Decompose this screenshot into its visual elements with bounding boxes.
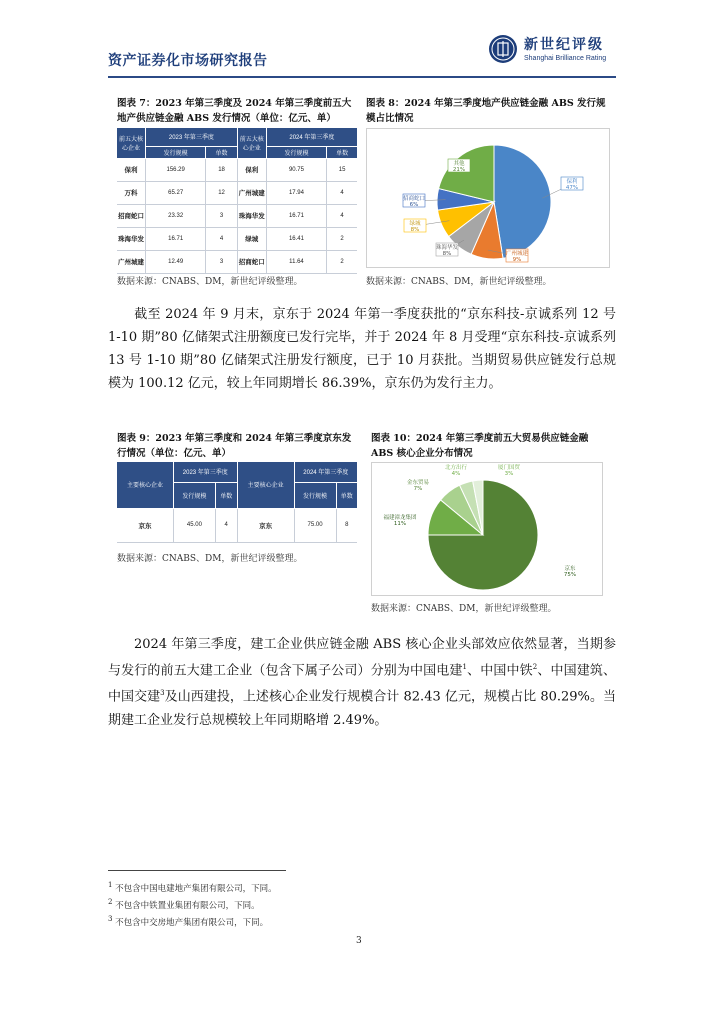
pie-label-value: 47% bbox=[565, 185, 579, 191]
cell-company: 珠海华发 bbox=[117, 227, 146, 250]
cell-scale: 65.27 bbox=[146, 181, 206, 204]
fig8-chart-box bbox=[366, 128, 610, 268]
pie-label-value: 4% bbox=[451, 471, 461, 477]
fig9-head-company: 主要核心企业 bbox=[117, 462, 174, 508]
fig9-head-2024: 2024 年第三季度 bbox=[294, 462, 357, 482]
cell-scale: 11.64 bbox=[266, 250, 326, 273]
fig9-caption: 图表 9：2023 年第三季度和 2024 年第三季度京东发行情况（单位：亿元、单） bbox=[117, 433, 352, 459]
pie-label-name: 京东 bbox=[564, 566, 576, 572]
footnote-text: 不包含中交房地产集团有限公司，下同。 bbox=[115, 917, 269, 928]
cell-scale: 23.32 bbox=[146, 204, 206, 227]
fig7-head-count: 单数 bbox=[206, 146, 237, 158]
fig7-head-scale: 发行规模 bbox=[146, 146, 206, 158]
paragraph-text: 、中国建筑、中国交建 bbox=[108, 663, 616, 705]
pie-label-name: 北方出行 bbox=[444, 465, 468, 471]
table-row bbox=[117, 250, 357, 273]
logo-chinese-name: 新世纪评级 bbox=[524, 37, 604, 53]
footnote-text: 不包含中国电建地产集团有限公司，下同。 bbox=[115, 883, 277, 894]
paragraph-text: 、中国中铁 bbox=[466, 663, 533, 679]
report-title: 资产证券化市场研究报告 bbox=[108, 53, 268, 69]
footnote-divider bbox=[108, 870, 286, 871]
pie-label-value: 6% bbox=[409, 202, 419, 208]
footnote-number: 3 bbox=[108, 915, 113, 923]
fig8-caption: 图表 8：2024 年第三季度地产供应链金融 ABS 发行规模占比情况 bbox=[366, 98, 606, 124]
fig10-caption: 图表 10：2024 年第三季度前五大贸易供应链金融 ABS 核心企业分布情况 bbox=[371, 433, 589, 459]
table-row bbox=[117, 181, 357, 204]
footnote-ref: 2 bbox=[532, 663, 538, 671]
fig7-head-2023: 2023 年第三季度 bbox=[146, 128, 238, 146]
cell-scale: 90.75 bbox=[266, 158, 326, 181]
cell-count: 4 bbox=[206, 227, 237, 250]
cell-count: 8 bbox=[336, 508, 357, 542]
pie-label-name: 招商蛇口 bbox=[402, 196, 426, 202]
table-row bbox=[117, 204, 357, 227]
footnote-text: 不包含中铁置业集团有限公司，下同。 bbox=[115, 900, 260, 911]
pie-label-name: 绿城 bbox=[409, 221, 421, 227]
fig7-head-company: 前五大核心企业 bbox=[117, 128, 146, 158]
fig9-head-company-2: 主要核心企业 bbox=[237, 462, 294, 508]
cell-company: 京东 bbox=[237, 508, 294, 542]
cell-count: 12 bbox=[206, 181, 237, 204]
pie-label-value: 8% bbox=[442, 251, 452, 257]
paragraph-text: 及山西建投，上述核心企业发行规模合计 82.43 亿元，规模占比 80.29%。当期建工企业发行总规模较上年同期略增 2.49%。 bbox=[108, 689, 616, 728]
table-row bbox=[117, 227, 357, 250]
fig7-head-company-2: 前五大核心企业 bbox=[237, 128, 266, 158]
footnote-ref: 1 bbox=[462, 663, 467, 671]
cell-count: 2 bbox=[327, 250, 357, 273]
pie-label-name: 珠海华发 bbox=[435, 245, 459, 251]
pie-label-value: 11% bbox=[393, 521, 407, 527]
paragraph-text: 截至 2024 年 9 月末，京东于 2024 年第一季度获批的“京东科技-京诚系列 12 号 1-10 期”80 亿储架式注册额度已发行完毕，并于 2024 年 8 月受理“京东科技-京诚系列 13 号 1-10 期”80 亿储架式注册发行额度，已于 10 月获批。当期贸易供应链发行总规模为 100.12 亿元，较上年同期增长 86.39%，京东仍为发行主力。 bbox=[108, 307, 616, 391]
pie-label-value: 21% bbox=[452, 167, 466, 173]
fig7-head-count-2: 单数 bbox=[327, 146, 357, 158]
fig7-source: 数据来源：CNABS、DM，新世纪评级整理。 bbox=[117, 277, 303, 287]
page-number: 3 bbox=[356, 936, 362, 946]
cell-count: 4 bbox=[215, 508, 237, 542]
fig9-head-scale-2: 发行规模 bbox=[294, 482, 336, 508]
cell-scale: 16.71 bbox=[146, 227, 206, 250]
cell-count: 3 bbox=[206, 250, 237, 273]
cell-scale: 16.71 bbox=[266, 204, 326, 227]
cell-company: 广州城建 bbox=[237, 181, 266, 204]
fig8-pie-chart bbox=[367, 129, 609, 267]
fig7-head-scale-2: 发行规模 bbox=[266, 146, 326, 158]
fig7-head-2024: 2024 年第三季度 bbox=[266, 128, 357, 146]
fig10-chart-box bbox=[371, 462, 603, 596]
pie-label-name: 广州城建 bbox=[505, 251, 529, 257]
cell-company: 招商蛇口 bbox=[237, 250, 266, 273]
cell-company: 招商蛇口 bbox=[117, 204, 146, 227]
pie-label-value: 8% bbox=[410, 227, 420, 233]
fig9-head-2023: 2023 年第三季度 bbox=[174, 462, 238, 482]
pie-label-name: 福建漳龙集团 bbox=[383, 515, 417, 521]
cell-scale: 17.94 bbox=[266, 181, 326, 204]
fig9-source: 数据来源：CNABS、DM，新世纪评级整理。 bbox=[117, 554, 303, 564]
cell-count: 4 bbox=[327, 204, 357, 227]
pie-label-value: 7% bbox=[413, 486, 423, 492]
pie-label-value: 3% bbox=[504, 471, 514, 477]
fig7-table bbox=[117, 128, 357, 274]
cell-count: 18 bbox=[206, 158, 237, 181]
footnote-number: 1 bbox=[108, 881, 113, 889]
pie-label-value: 75% bbox=[563, 572, 577, 578]
fig8-source: 数据来源：CNABS、DM，新世纪评级整理。 bbox=[366, 277, 552, 287]
pie-slice bbox=[494, 145, 551, 258]
fig10-pie-chart bbox=[372, 463, 602, 595]
table-row bbox=[117, 508, 357, 542]
paragraph-text: 2024 年第三季度，建工企业供应链金融 ABS 核心企业头部效应依然显著，当期参与发行的前五大建工企业（包含下属子公司）分别为中国电建 bbox=[108, 637, 616, 679]
cell-company: 保利 bbox=[117, 158, 146, 181]
cell-scale: 75.00 bbox=[294, 508, 336, 542]
fig9-table bbox=[117, 462, 357, 543]
cell-scale: 156.29 bbox=[146, 158, 206, 181]
header-divider bbox=[108, 76, 616, 78]
pie-label-name: 厦门国贸 bbox=[497, 465, 521, 471]
fig10-source: 数据来源：CNABS、DM，新世纪评级整理。 bbox=[371, 604, 557, 614]
logo-english-name: Shanghai Brilliance Rating bbox=[524, 55, 607, 62]
fig9-head-count: 单数 bbox=[215, 482, 237, 508]
cell-company: 万科 bbox=[117, 181, 146, 204]
pie-label-name: 保利 bbox=[566, 179, 578, 185]
footnote-number: 2 bbox=[108, 898, 113, 906]
body-paragraph-1 bbox=[108, 303, 616, 395]
footnote-3 bbox=[108, 911, 268, 932]
pie-label-value: 9% bbox=[512, 257, 522, 263]
cell-count: 4 bbox=[327, 181, 357, 204]
cell-company: 绿城 bbox=[237, 227, 266, 250]
fig9-head-scale: 发行规模 bbox=[174, 482, 216, 508]
table-row bbox=[117, 158, 357, 181]
footnote-ref: 3 bbox=[160, 689, 165, 698]
cell-company: 京东 bbox=[117, 508, 174, 542]
fig9-head-count-2: 单数 bbox=[336, 482, 357, 508]
cell-scale: 16.41 bbox=[266, 227, 326, 250]
cell-count: 3 bbox=[206, 204, 237, 227]
cell-scale: 45.00 bbox=[174, 508, 216, 542]
company-logo-icon bbox=[488, 34, 518, 64]
cell-company: 广州城建 bbox=[117, 250, 146, 273]
pie-label-name: 其他 bbox=[453, 161, 465, 167]
pie-label-name: 金东贸易 bbox=[406, 480, 430, 486]
cell-scale: 12.49 bbox=[146, 250, 206, 273]
cell-count: 2 bbox=[327, 227, 357, 250]
cell-count: 15 bbox=[327, 158, 357, 181]
cell-company: 保利 bbox=[237, 158, 266, 181]
fig7-caption: 图表 7：2023 年第三季度及 2024 年第三季度前五大地产供应链金融 ABS 发行情况（单位：亿元、单） bbox=[117, 98, 352, 124]
body-paragraph-2 bbox=[108, 633, 616, 732]
cell-company: 珠海华发 bbox=[237, 204, 266, 227]
